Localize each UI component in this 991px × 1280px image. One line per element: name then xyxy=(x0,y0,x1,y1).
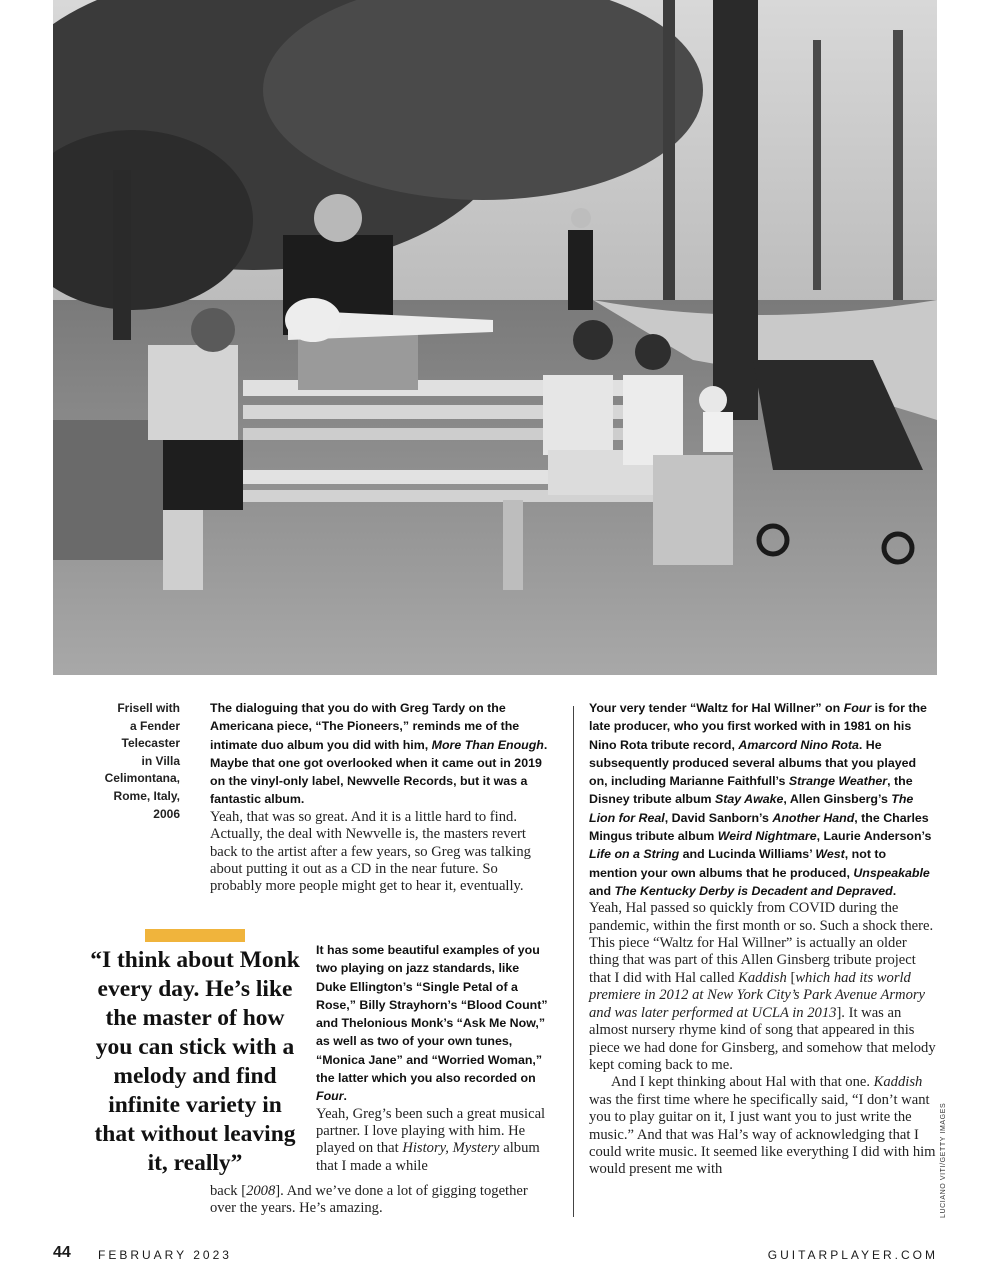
question-3: Your very tender “Waltz for Hal Willner” on Four is for the late producer, who you first worked with in 1981 on his Nino Rota tribute record, Amarcord Nino Rota. He subsequently produced several albums that you played on, including Marianne Faithfull’s Strange Weather, the Disney tribute album Stay Awake, Allen Ginsberg’s The Lion for Real, David Sanborn’s Another Hand, the Charles Mingus tribute album Weird Nightmare, Laurie Anderson’s Life on a String and Lucinda Williams’ West, not to mention your own albums that he produced, Unspeakable and The Kentucky Derby is Decadent and Depraved. xyxy=(589,701,932,898)
answer-1: Yeah, that was so great. And it is a little hard to find. Actually, the deal with Newvelle is, the masters revert back to the artist after a few years, so Greg was talking about putting it out as a CD in the near future. So probably more people might get to hear it, eventually. xyxy=(210,808,531,895)
issue-date: FEBRUARY 2023 xyxy=(98,1248,232,1262)
answer-3-continued: And I kept thinking about Hal with that one. Kaddish was the first time where he specifically said, “I don’t want you to play guitar on it, I just want you to just write the music.” And that was Hal’s way of acknowledging that I could write music. It seemed like everything I did with him would present me with xyxy=(589,1074,936,1178)
column-1-middle xyxy=(316,941,552,1175)
question-1: The dialoguing that you do with Greg Tardy on the Americana piece, “The Pioneers,” reminds me of the intimate duo album you did with him, More Than Enough. Maybe that one got overlooked when it came out in 2019 on the vinyl-only label, Newvelle Records, but it was a fantastic album. xyxy=(210,701,548,807)
photo-icon xyxy=(53,0,937,675)
page-number: 44 xyxy=(53,1244,71,1261)
column-1-top xyxy=(210,699,550,896)
pullquote-accent-bar xyxy=(145,929,245,942)
site-url: GUITARPLAYER.COM xyxy=(767,1248,938,1262)
photo xyxy=(53,0,937,675)
question-2: It has some beautiful examples of you two playing on jazz standards, like Duke Ellington’s “Single Petal of a Rose,” Billy Strayhorn’s “Blood Count” and Thelonious Monk’s “Ask Me Now,” as well as two of your own tunes, “Monica Jane” and “Worried Woman,” the latter which you also recorded on Four. xyxy=(316,943,548,1104)
answer-3: Yeah, Hal passed so quickly from COVID during the pandemic, within the first month or so. Such a shock there. This piece “Waltz for Hal Willner” is actually an older thing that was part of this Allen Ginsberg tribute project that I did with Hal called Kaddish [which had its world premiere in 2012 at New York City’s Park Avenue Armory and was later performed at UCLA in 2013]. It was an almost nursery rhyme kind of song that appeared in this piece we had done for Ginsberg, and somehow that melody kept coming back to me. xyxy=(589,900,936,1073)
photo-caption: Frisell with a Fender Telecaster in Villa Celimontana, Rome, Italy, 2006 xyxy=(104,701,180,821)
photo-credit: LUCIANO VITI/GETTY IMAGES xyxy=(940,1102,947,1218)
column-divider xyxy=(573,706,574,1217)
pullquote: “I think about Monk every day. He’s like the master of how you can stick with a melody and find infinite variety in that without leaving it, really” xyxy=(90,947,300,1176)
answer-2: Yeah, Greg’s been such a great musical partner. I love playing with him. He played on that History, Mystery album that I made a while xyxy=(316,1105,546,1174)
column-2 xyxy=(589,699,937,1179)
answer-2-continued: back [2008]. And we’ve done a lot of gigging together over the years. He’s amazing. xyxy=(210,1183,528,1217)
column-1-bottom xyxy=(210,1183,555,1218)
